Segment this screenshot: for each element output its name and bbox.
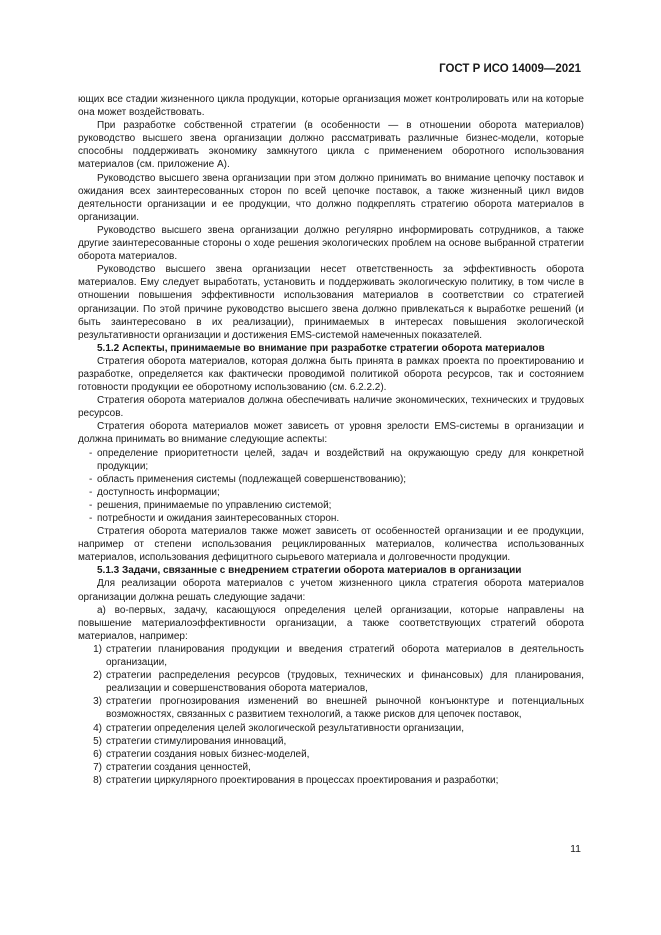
dash-marker: - [89, 447, 93, 459]
list-item-text: стратегии прогнозирования изменений во внешней рыночной конъюнктуре и потенциальных возможностях, связанных с развитием технологий, а также рисков для цепочек поставок, [106, 696, 584, 721]
list-item-text: стратегии циркулярного проектирования в процессах проектирования и разработки; [106, 774, 499, 786]
list-number: 6) [93, 748, 102, 760]
list-number: 3) [93, 696, 102, 708]
numbered-list [78, 643, 584, 787]
dash-marker: - [89, 486, 93, 498]
list-item-text: решения, принимаемые по управлению системой; [97, 499, 332, 511]
paragraph: Для реализации оборота материалов с учетом жизненного цикла стратегия оборота материалов организации должна решать следующие задачи: [78, 578, 584, 603]
paragraph: Руководство высшего звена организации должно регулярно информировать сотрудников, а также другие заинтересованные стороны о ходе решения экологических проблем на основе выбранной стратегии оборота материалов. [78, 224, 584, 263]
list-item [78, 722, 584, 735]
list-item [78, 669, 584, 695]
dash-list [78, 447, 584, 526]
list-number: 5) [93, 735, 102, 747]
paragraph: а) во-первых, задачу, касающуюся определения целей организации, которые направлены на повышение материалоэффективности организации, а также соответствующих стратегий оборота материалов, например: [78, 604, 584, 642]
document-body [78, 93, 584, 787]
list-item [78, 486, 584, 499]
list-item [78, 748, 584, 761]
list-item [78, 512, 584, 525]
section-heading-5-1-3: 5.1.3 Задачи, связанные с внедрением стратегии оборота материалов в организации [97, 565, 522, 577]
page-number: 11 [570, 843, 581, 855]
paragraph: Стратегия оборота материалов должна обеспечивать наличие экономических, технических и трудовых ресурсов. [78, 395, 584, 420]
list-item-text: доступность информации; [97, 486, 220, 498]
list-item-text: стратегии определения целей экологической результативности организации, [106, 722, 464, 734]
paragraph: Руководство высшего звена организации несет ответственность за эффективность оборота материалов. Ему следует выработать, установить и поддерживать экологическую политику, в том числе в отношении повышения эффективности использования материалов в соответствии со стратегией организации. По этой причине руководство высшего звена должно привлекаться к выработке решений (и быть заинтересовано в их реализации), принимаемых в интересах повышения экологической результативности организации и достижения EMS-системой намеченных показателей. [78, 264, 584, 341]
list-item-text: определение приоритетности целей, задач и воздействий на окружающую среду для конкретной продукции; [97, 447, 584, 472]
list-item [78, 499, 584, 512]
list-item [78, 643, 584, 669]
paragraph: Стратегия оборота материалов, которая должна быть принята в рамках проекта по проектированию и разработке, определяется как фактически проводимой политикой оборота ресурсов, так и состоянием готовности продукции ее оборотному использованию (см. 6.2.2.2). [78, 355, 584, 394]
section-heading-5-1-2: 5.1.2 Аспекты, принимаемые во внимание при разработке стратегии оборота материалов [97, 342, 545, 354]
list-item [78, 473, 584, 486]
list-item [78, 447, 584, 473]
dash-marker: - [89, 473, 93, 485]
list-item-text: потребности и ожидания заинтересованных сторон. [97, 513, 340, 524]
list-item [78, 735, 584, 748]
paragraph: Стратегия оборота материалов может зависеть от уровня зрелости EMS-системы в организации и должна принимать во внимание следующие аспекты: [78, 421, 584, 446]
paragraph: При разработке собственной стратегии (в особенности — в отношении оборота материалов) руководство высшего звена организации должно рассматривать различные бизнес-модели, которые способны поддерживать экономику замкнутого цикла с применением оборотного использования материалов (см. приложение А). [78, 120, 584, 171]
dash-marker: - [89, 513, 93, 524]
list-item-text: стратегии создания ценностей, [106, 761, 251, 773]
list-item-text: стратегии планирования продукции и введения стратегий оборота материалов в деятельность организации, [106, 643, 584, 669]
list-item [78, 695, 584, 721]
paragraph: Стратегия оборота материалов также может зависеть от особенностей организации и ее продукции, например от степени использования рециклированных материалов, количества использованных материалов, использования дефицитного сырьевого материала и долговечности продукции. [78, 526, 584, 564]
standard-title: ГОСТ Р ИСО 14009—2021 [439, 63, 581, 75]
list-number: 4) [93, 722, 102, 734]
list-item [78, 761, 584, 774]
list-number: 7) [93, 761, 102, 773]
dash-marker: - [89, 499, 93, 511]
list-item-text: стратегии создания новых бизнес-моделей, [106, 748, 310, 760]
paragraph: ющих все стадии жизненного цикла продукции, которые организация может контролировать или на которые она может воздействовать. [78, 94, 584, 119]
list-item [78, 774, 584, 787]
list-item-text: стратегии распределения ресурсов (трудовых, технических и финансовых) для планирования, реализации и совершенствования оборота материалов, [106, 670, 584, 695]
list-number: 8) [93, 774, 102, 786]
list-number: 2) [93, 670, 102, 682]
list-number: 1) [93, 643, 102, 655]
list-item-text: область применения системы (подлежащей совершенствованию); [97, 473, 407, 485]
paragraph: Руководство высшего звена организации при этом должно принимать во внимание цепочку поставок и ожидания всех заинтересованных сторон по всей цепочке поставок, а также жизненный цикл видов деятельности организации и ее продукции, что должно подкреплять стратегию оборота материалов в организации. [78, 172, 584, 223]
list-item-text: стратегии стимулирования инноваций, [106, 735, 287, 747]
